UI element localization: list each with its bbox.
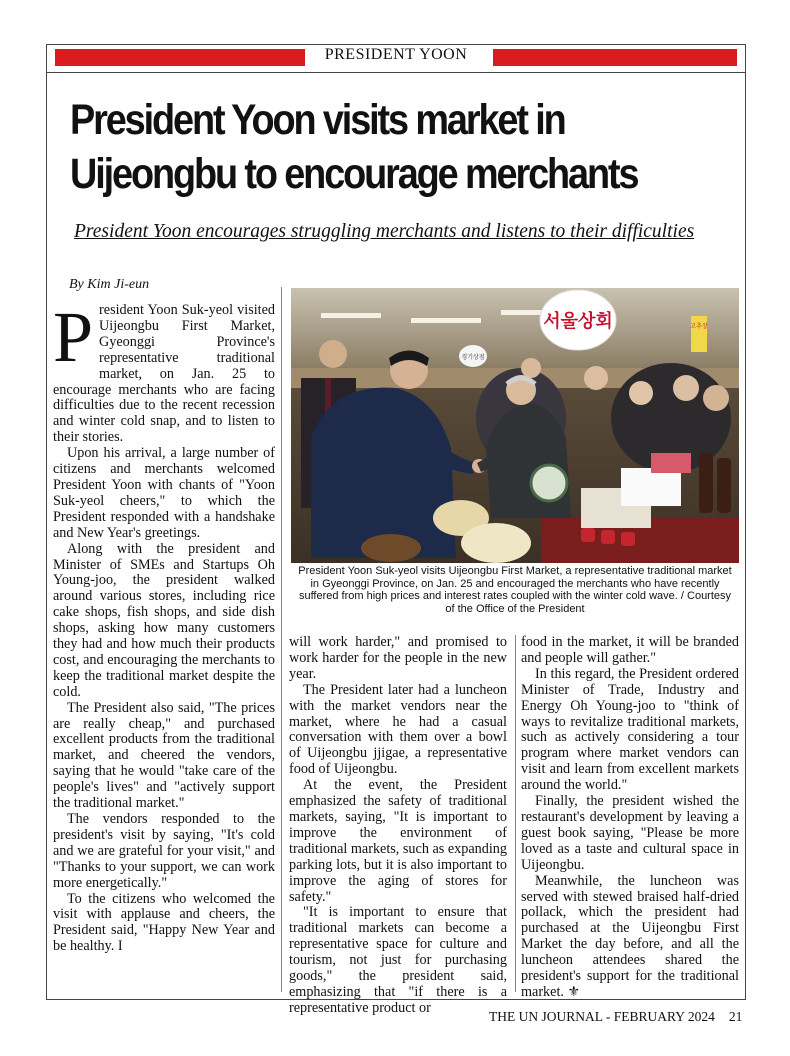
paragraph: The President also said, "The prices are really cheap," and purchased excellent products from the traditional market, and cheered the vendors, saying that he would "take care of the people's lives" and "actively support the traditional market.": [53, 699, 275, 812]
headline-line-1: President Yoon visits market in: [70, 96, 565, 144]
paragraph-text: resident Yoon Suk-yeol visited Uijeongbu First Market, Gyeonggi Province's representative traditional market, on Jan. 25 to encourage merchants who are facing difficulties due to the recent recession and winter cold snap, and to listen to their stories.: [53, 302, 275, 446]
shop-sign-text: 서울상회: [543, 311, 613, 332]
subheadline: President Yoon encourages struggling merchants and listens to their difficulties: [74, 221, 695, 242]
paragraph: "It is important to ensure that traditional markets can become a representative space for culture and tourism, not just for purchasing goods," the president said, emphasizing that "if there is a representative product or: [289, 904, 507, 1016]
section-label: PRESIDENT YOON: [324, 46, 468, 63]
byline: By Kim Ji-eun: [69, 277, 150, 292]
paragraph-text: Meanwhile, the luncheon was served with stewed braised half-dried pollack, which the president had purchased at the Uijeongbu First Market the day before, and all the luncheon attendees shared the president's support for the traditional market.: [521, 872, 739, 1000]
paragraph: The President later had a luncheon with the market vendors near the market, where he had a casual conversation with them over a bowl of Uijeongbu jjigae, a representative food of Uijeongbu.: [289, 681, 507, 778]
paragraph: will work harder," and promised to work harder for the people in the new year.: [289, 634, 507, 682]
article-photo: [291, 288, 739, 563]
market-scene-photo: [291, 288, 739, 563]
article-column-1: [53, 297, 275, 955]
column-divider-1: [281, 287, 282, 992]
page-number: 21: [728, 1009, 743, 1024]
paragraph: Upon his arrival, a large number of citizens and merchants welcomed President Yoon with chants of "Yoon Suk-yeol cheers," to which the President responded with a handshake and New Year's greetings.: [53, 445, 275, 541]
article-column-2: [289, 635, 507, 1017]
paragraph: In this regard, the President ordered Minister of Trade, Industry and Energy Oh Young-joo to "think of ways to revitalize traditional markets, such as actively considering a tour program where market vendors can visit and learn from excellent markets around the world.": [521, 665, 739, 794]
end-mark-icon: ⚜: [567, 983, 581, 1000]
article-column-3: [521, 635, 739, 1001]
paragraph: [53, 297, 275, 446]
side-sign-text: 고추장: [690, 323, 708, 330]
paragraph: food in the market, it will be branded and people will gather.": [521, 634, 739, 666]
paragraph: Finally, the president wished the restaurant's development by leaving a guest book saying, "Please be more loved as a taste and cultural space in Uijeongbu.: [521, 793, 739, 873]
photo-caption: President Yoon Suk-yeol visits Uijeongbu First Market, a representative traditional market in Gyeonggi Province, on Jan. 25 and encouraged the merchants who have recently suffered from high prices and interest rates coupled with the winter cold wave. / Courtesy of the Office of the President: [298, 565, 732, 615]
column-divider-2: [515, 635, 516, 992]
page-frame: [46, 44, 746, 1016]
paragraph: At the event, the President emphasized the safety of traditional markets, saying, "It is important to improve the environment of traditional markets, such as expanding parking lots, but it is also important to improve the aging of stores for safety.": [289, 777, 507, 905]
paragraph: Along with the president and Minister of SMEs and Startups Oh Young-joo, the president walked around various stores, including rice cake shops, fish shops, and side dish shops, asking how many customers they had and how much their products cost, and encouraging the merchants to keep the traditional market despite the cold.: [53, 540, 275, 700]
publication-name: THE UN JOURNAL - FEBRUARY 2024: [489, 1009, 715, 1024]
paragraph: The vendors responded to the president's visit by saying, "It's cold and we are grateful for your visit," and "Thanks to your support, we can work more energetically.": [53, 811, 275, 891]
paragraph: To the citizens who welcomed the visit with applause and cheers, the President said, "Happy New Year and be healthy. I: [53, 890, 275, 955]
page-footer: [489, 1009, 742, 1025]
small-sign-text: 경기상점: [461, 354, 485, 361]
headline-line-2: Uijeongbu to encourage merchants: [70, 150, 638, 198]
headline: [70, 93, 637, 201]
header-rule: [47, 72, 745, 73]
paragraph: [521, 874, 739, 1001]
drop-cap: P: [53, 297, 94, 377]
